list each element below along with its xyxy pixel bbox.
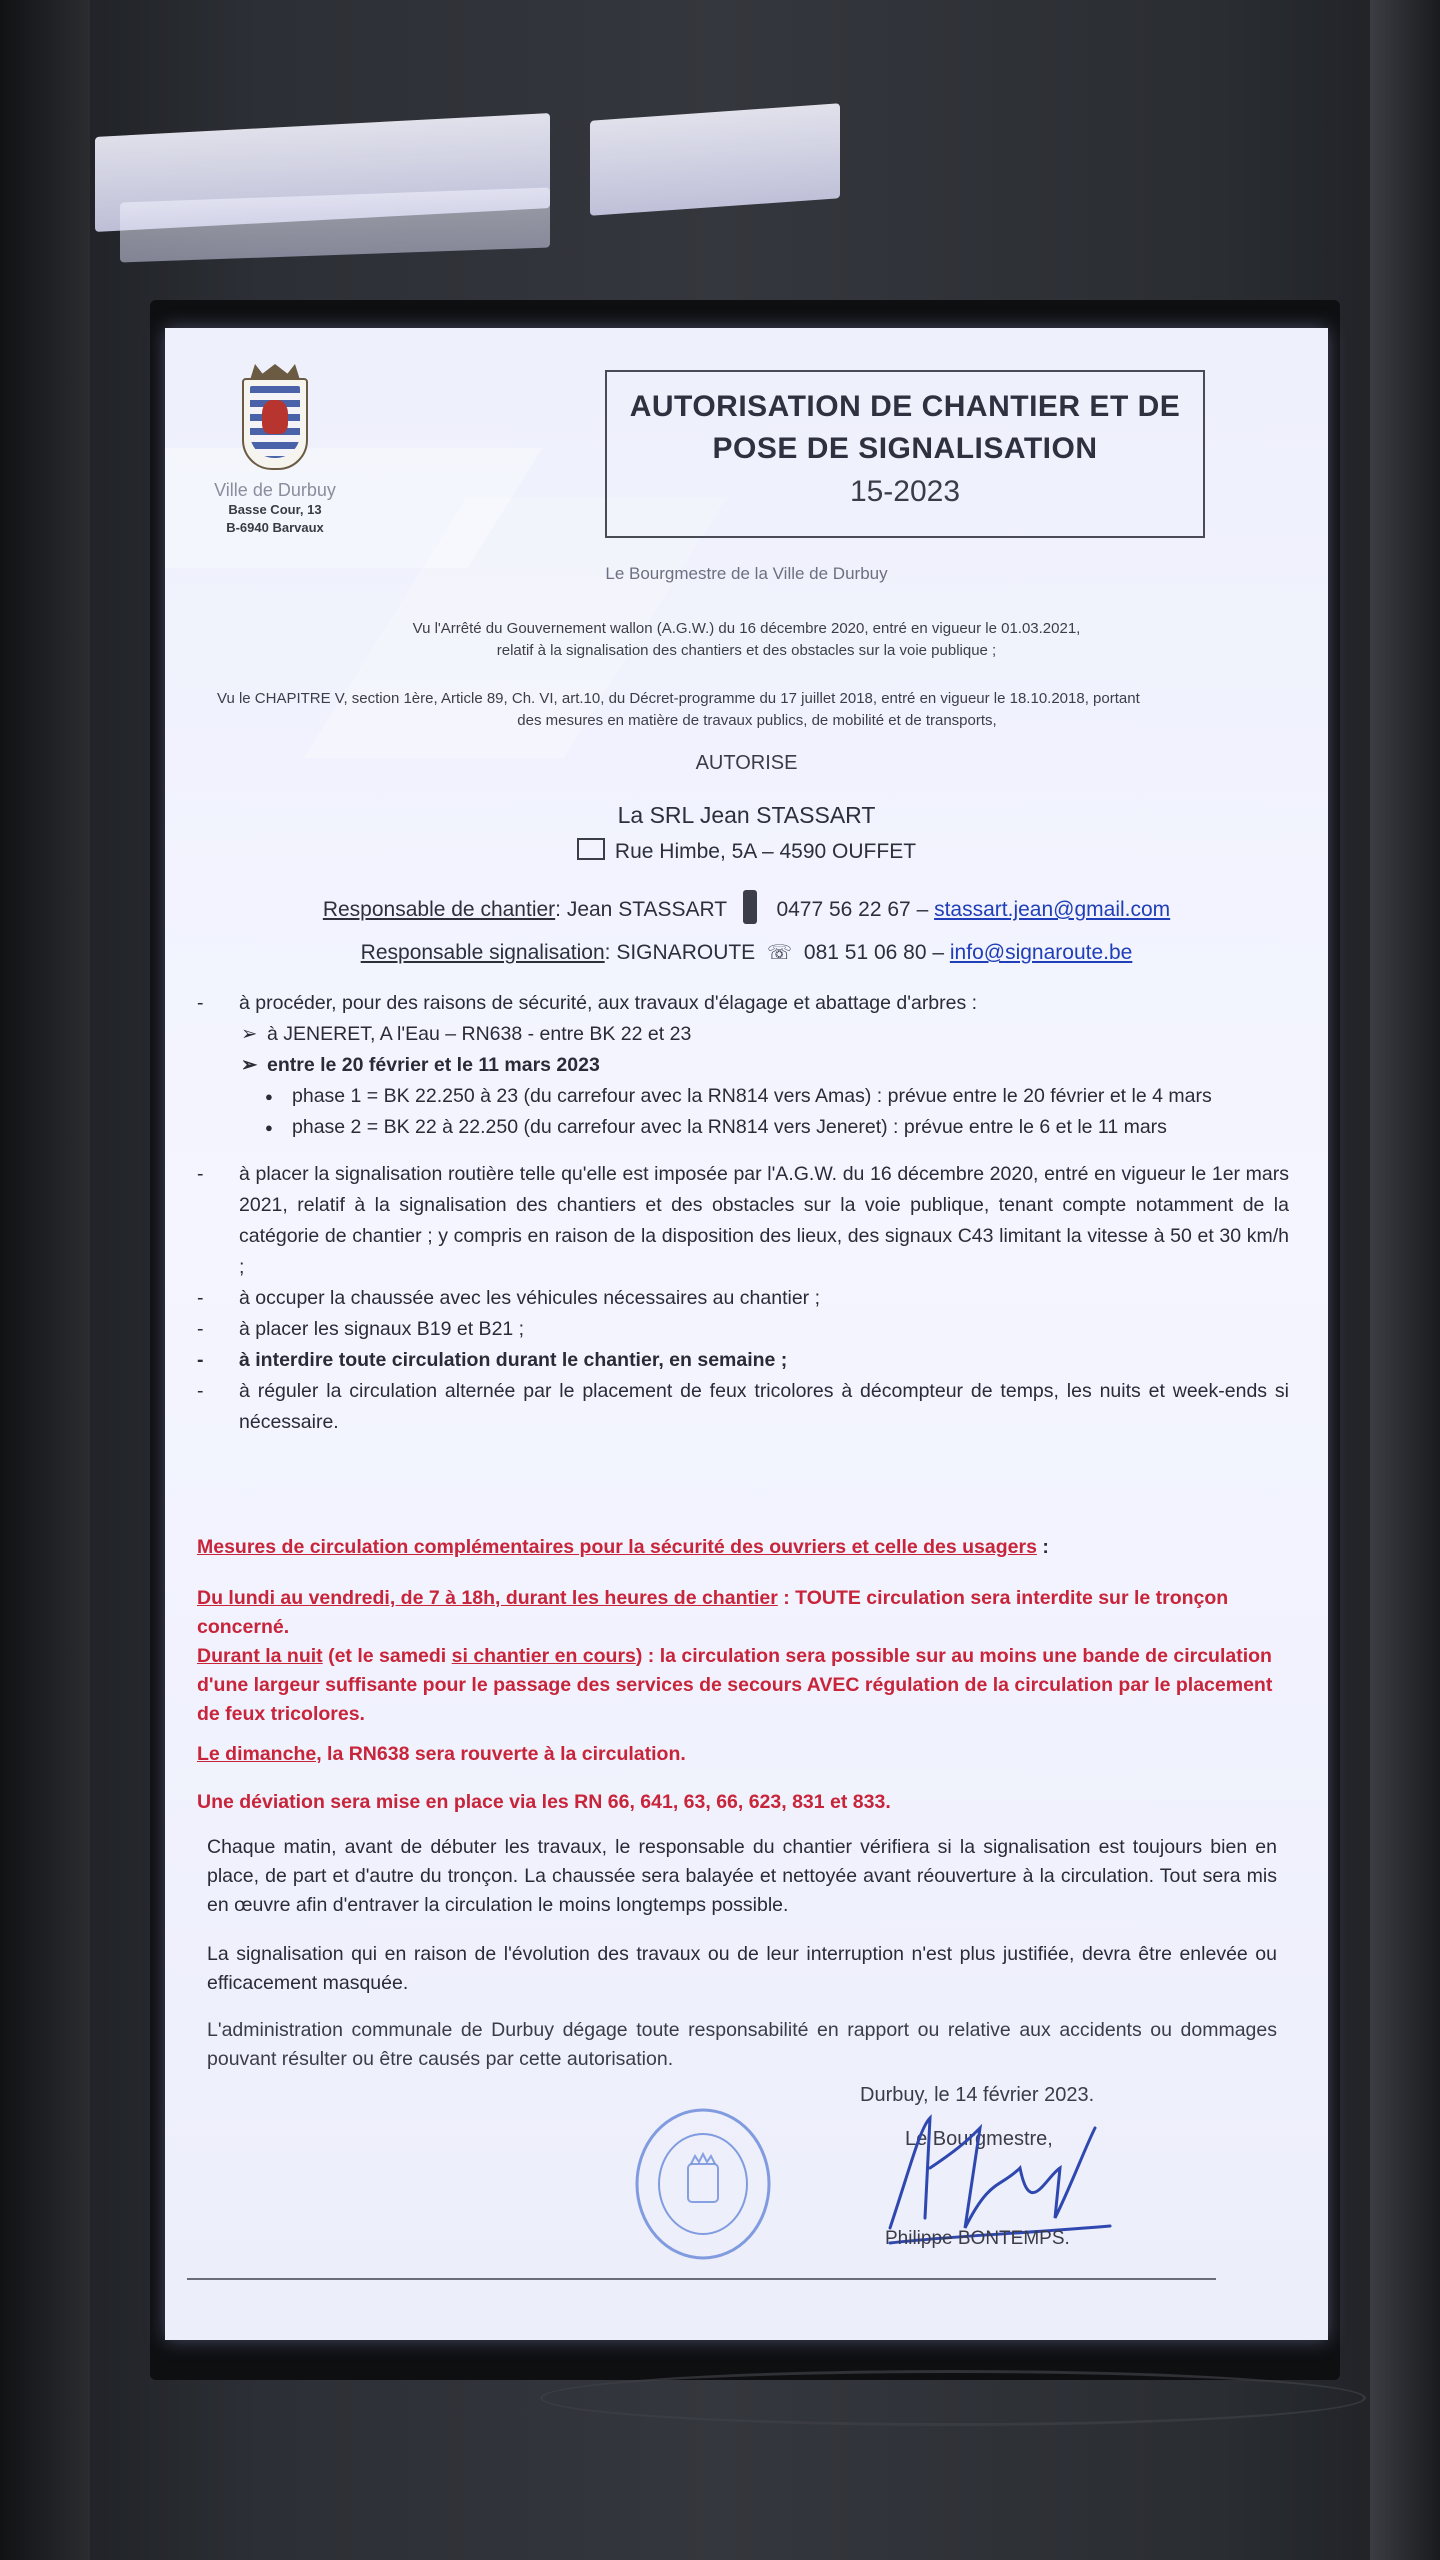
night-measure: Durant la nuit (et le samedi si chantier en cours) : la circulation sera possible sur au moins une bande de circulation d'une largeur suffisante pour le passage des services de secours AVEC régulation de la circulation par le placement de feux tricolores. bbox=[197, 1645, 1273, 1725]
list-item: - à occuper la chaussée avec les véhicules nécessaires au chantier ; bbox=[197, 1287, 820, 1309]
legal-basis-1: Vu l'Arrêté du Gouvernement wallon (A.G.W.) du 16 décembre 2020, entré en vigueur le 01.03.2021, relatif à la signalisation des chantiers et des obstacles sur la voie publique ; bbox=[412, 620, 1081, 659]
ceiling-light-reflection bbox=[590, 103, 840, 215]
municipal-stamp bbox=[633, 2106, 773, 2262]
weekday-measure: Du lundi au vendredi, de 7 à 18h, durant les heures de chantier : TOUTE circulation sera interdite sur le tronçon concerné. bbox=[197, 1587, 1229, 1638]
mobile-phone-icon bbox=[743, 890, 757, 924]
list-subitem: ➢ entre le 20 février et le 11 mars 2023 bbox=[197, 1050, 1297, 1081]
footer-divider bbox=[187, 2278, 1216, 2280]
title-number: 15-2023 bbox=[849, 475, 961, 508]
document-title-box bbox=[605, 370, 1205, 538]
list-item: - à placer les signaux B19 et B21 ; bbox=[197, 1318, 525, 1340]
mailbox-icon bbox=[577, 838, 605, 860]
window-frame-left bbox=[0, 0, 90, 2560]
town-address-line2: B-6940 Barvaux bbox=[226, 520, 324, 536]
daily-check-paragraph: Chaque matin, avant de débuter les travaux, le responsable du chantier vérifiera si la signalisation est toujours bien en place, de part et d'autre du tronçon. La chaussée sera balayée et nettoyée avant réouverture à la circulation. Tout sera mis en œuvre afin d'entraver la circulation le moins longtemps possible. bbox=[207, 1836, 1277, 1916]
list-item: - à réguler la circulation alternée par le placement de feux tricolores à décompteur de temps, les nuits et week-ends si nécessaire. bbox=[197, 1380, 1289, 1433]
title-line1: AUTORISATION DE CHANTIER ET DE bbox=[629, 390, 1181, 423]
list-item: - à procéder, pour des raisons de sécurité, aux travaux d'élagage et abattage d'arbres : bbox=[197, 992, 978, 1014]
list-subitem: ➢ à JENERET, A l'Eau – RN638 - entre BK 22 et 23 bbox=[197, 1019, 1297, 1050]
signer-name: Philippe BONTEMPS. bbox=[885, 2228, 1070, 2249]
signage-removal-paragraph: La signalisation qui en raison de l'évolution des travaux ou de leur interruption n'est plus justifiée, devra être enlevée ou efficacement masquée. bbox=[207, 1943, 1277, 1994]
mayor-title: Le Bourgmestre, bbox=[905, 2128, 1053, 2150]
liability-paragraph: L'administration communale de Durbuy dégage toute responsabilité en rapport ou relative aux accidents ou dommages pouvant résulter ou être causés par cette autorisation. bbox=[207, 2019, 1277, 2070]
authorise-heading: AUTORISE bbox=[695, 752, 798, 774]
signage-manager-line: Responsable signalisation: SIGNAROUTE ☏ 081 51 06 80 – info@signaroute.be bbox=[360, 941, 1133, 964]
title-line2: POSE DE SIGNALISATION bbox=[712, 432, 1098, 465]
authorisation-list bbox=[197, 988, 1297, 1438]
notice-document bbox=[165, 328, 1328, 2340]
phase-item: ● phase 2 = BK 22 à 22.250 (du carrefour avec la RN814 vers Jeneret) : prévue entre le 6 et le 11 mars bbox=[197, 1112, 1297, 1143]
company-name: La SRL Jean STASSART bbox=[617, 802, 876, 828]
list-item: - à interdire toute circulation durant le chantier, en semaine ; bbox=[197, 1349, 788, 1371]
phase-item: ● phase 1 = BK 22.250 à 23 (du carrefour avec la RN814 vers Amas) : prévue entre le 20 février et le 4 mars bbox=[197, 1081, 1297, 1112]
town-address-line1: Basse Cour, 13 bbox=[228, 502, 322, 517]
sunday-measure: Le dimanche, la RN638 sera rouverte à la circulation. bbox=[197, 1743, 686, 1765]
signage-email-link[interactable]: info@signaroute.be bbox=[949, 941, 1133, 964]
company-address: Rue Himbe, 5A – 4590 OUFFET bbox=[165, 838, 1328, 864]
town-name: Ville de Durbuy bbox=[214, 480, 336, 500]
site-manager-email-link[interactable]: stassart.jean@gmail.com bbox=[934, 898, 1171, 921]
coat-of-arms-icon bbox=[242, 378, 308, 470]
deviation-notice: Une déviation sera mise en place via les RN 66, 641, 63, 66, 623, 831 et 833. bbox=[197, 1791, 891, 1813]
list-item: - à placer la signalisation routière telle qu'elle est imposée par l'A.G.W. du 16 décembre 2020, entré en vigueur le 1er mars 2021, relatif à la signalisation des chantiers et des obstacles sur la voie publique, tenant compte notamment de la catégorie de chantier ; y compris en raison de la disposition des lieux, des signaux C43 limitant la vitesse à 50 et 30 km/h ; bbox=[197, 1163, 1289, 1278]
town-logo bbox=[205, 378, 345, 537]
legal-basis-2: Vu le CHAPITRE V, section 1ère, Article 89, Ch. VI, art.10, du Décret-programme du 17 juillet 2018, entré en vigueur le 18.10.2018, portant des mesures en matière de travaux publics, de mobilité et de transports, bbox=[217, 690, 1140, 729]
issuer-line: Le Bourgmestre de la Ville de Durbuy bbox=[605, 564, 888, 583]
site-manager-line: Responsable de chantier: Jean STASSART 0477 56 22 67 – stassart.jean@gmail.com bbox=[165, 890, 1328, 924]
floor-reflection bbox=[540, 2370, 1366, 2426]
issue-date: Durbuy, le 14 février 2023. bbox=[860, 2084, 1095, 2106]
measures-heading: Mesures de circulation complémentaires pour la sécurité des ouvriers et celle des usagers : bbox=[197, 1536, 1049, 1558]
telephone-icon: ☏ bbox=[767, 942, 793, 964]
window-frame-right bbox=[1370, 0, 1440, 2560]
